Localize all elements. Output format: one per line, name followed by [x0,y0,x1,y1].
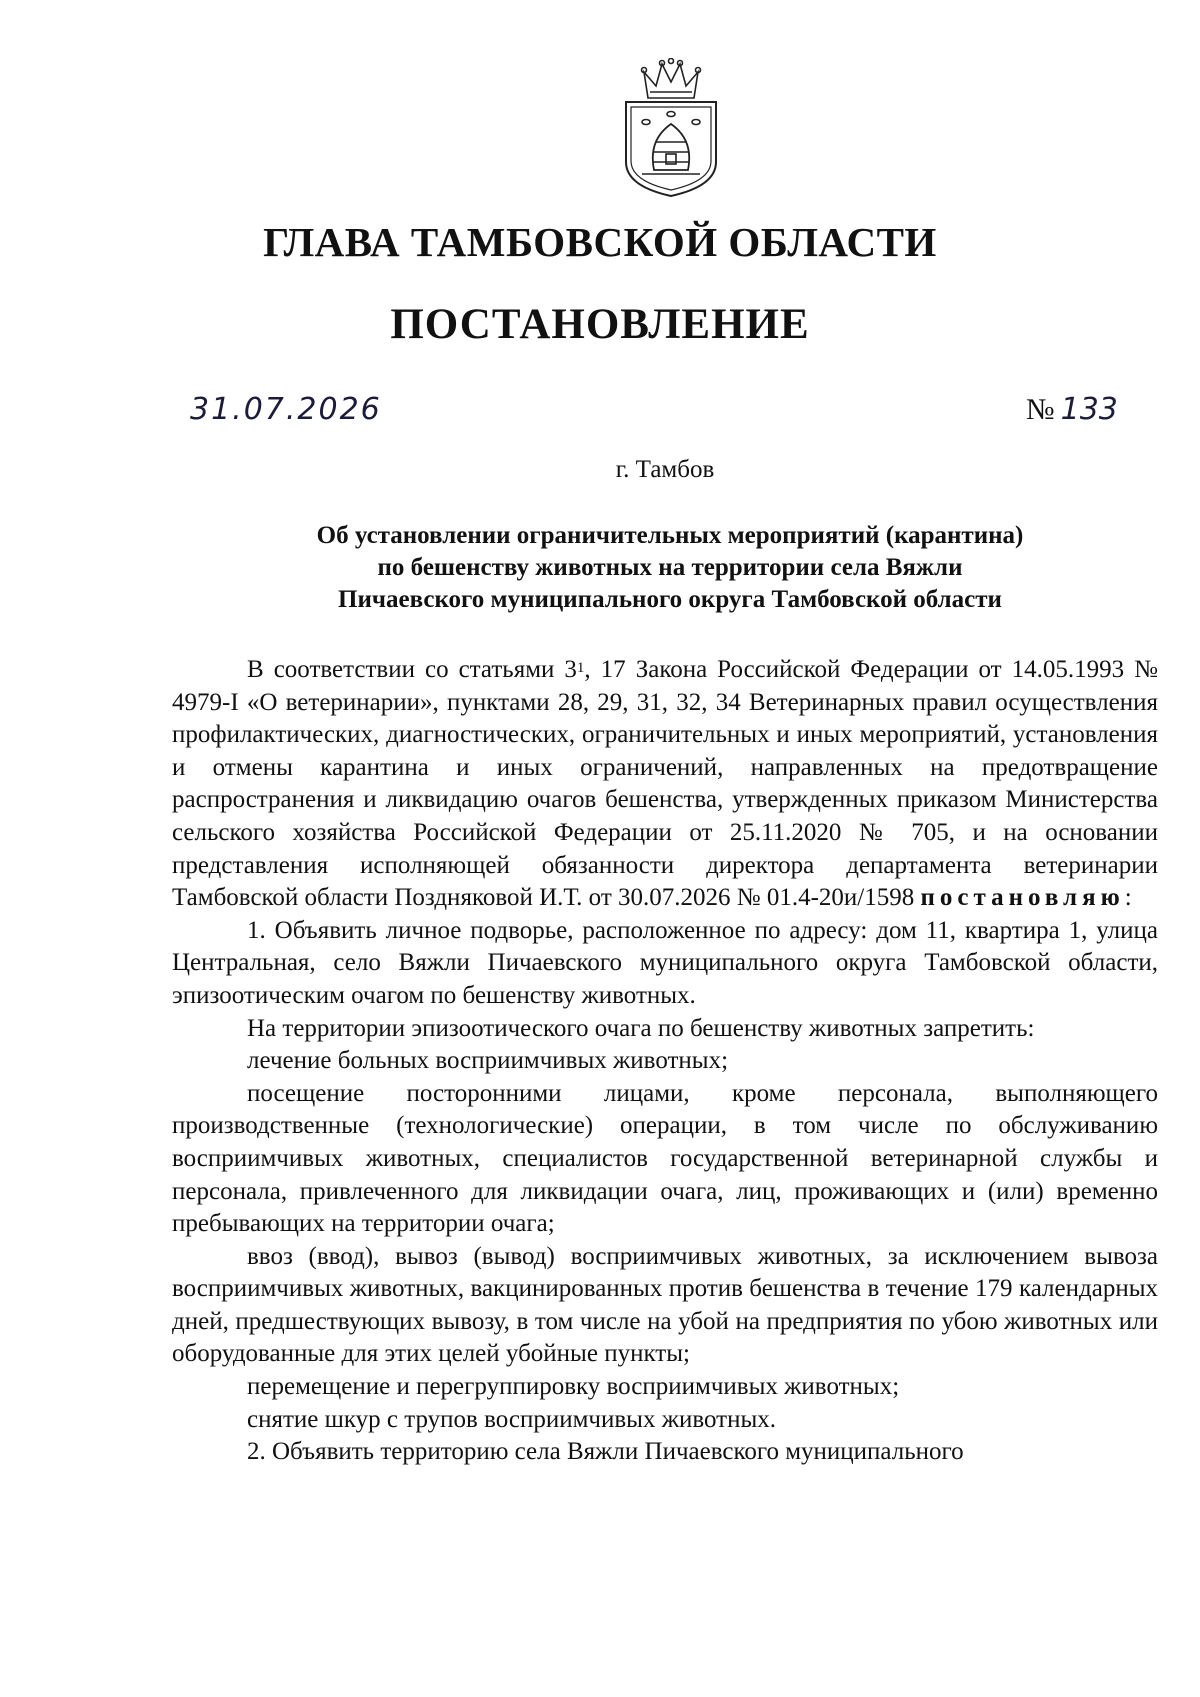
decree-colon: : [1124,884,1132,912]
document-type-heading: ПОСТАНОВЛЕНИЕ [390,301,810,348]
body-paragraph: На территории эпизоотического очага по бешенству животных запретить: [247,1014,1035,1042]
document-title [172,520,1168,616]
body-paragraph: посещение посторонними лицами, кроме персонала, выполняющего производственные (технологические) операции, в том числе по обслуживанию восприимчивых животных, специалистов государственной ветеринарной службы и персонала, привлеченного для ликвидации очага, лиц, проживающих и (или) временно пребывающих на территории очага; [172,1079,1158,1238]
body-paragraph: 2. Объявить территорию села Вяжли Пичаевского муниципального [247,1438,964,1466]
body-paragraph: ввоз (ввод), вывоз (вывод) восприимчивых животных, за исключением вывоза восприимчивых животных, вакцинированных против бешенства в течение 179 календарных дней, предшествующих вывозу, в том числе на убой на предприятия по убою животных или оборудованные для этих целей убойные пункты; [172,1242,1158,1368]
title-line: Пичаевского муниципального округа Тамбовской области [338,586,1002,613]
body-paragraph: 1. Объявить личное подворье, расположенное по адресу: дом 11, квартира 1, улица Центральная, село Вяжли Пичаевского муниципального округа Тамбовской области, эпизоотическим очагом по бешенству животных. [172,916,1158,1009]
number-label: № [1026,393,1055,426]
coat-of-arms-emblem [618,58,724,198]
city-line: г. Тамбов [615,456,715,483]
preamble-paragraph [172,654,1158,915]
article-superscript: 1 [576,660,585,676]
body-paragraph: лечение больных восприимчивых животных; [247,1047,729,1075]
decree-word: постановляю [920,884,1125,912]
preamble-text-start: В соответствии со статьями 3 [247,656,577,683]
preamble-text: , 17 Закона Российской Федерации от 14.05.1993 № 4979-I «О ветеринарии», пунктами 28, 29, 31, 32, 34 Ветеринарных правил осуществления профилактических, диагностических, ограничительных и иных мероприятий, установления и отмены карантина и иных ограничений, направленных на предотвращение распространения и ликвидацию очагов бешенства, утвержденных приказом Министерства сельского хозяйства Российской Федерации от 25.11.2020 № 705, и на основании представления исполняющей обязанности директора департамента ветеринарии Тамбовской области Поздняковой И.Т. от 30.07.2026 № 01.4-20и/1598 [172,656,1158,912]
title-line: Об установлении ограничительных мероприятий (карантина) [316,522,1024,549]
authority-heading: ГЛАВА ТАМБОВСКОЙ ОБЛАСТИ [263,219,937,265]
handwritten-date: 31.07.2026 [190,392,382,427]
handwritten-number: 133 [1060,392,1118,427]
document-number [1026,392,1118,427]
document-body [172,654,1158,1469]
body-paragraph: снятие шкур с трупов восприимчивых животных. [247,1405,777,1433]
body-paragraph: перемещение и перегруппировку восприимчивых животных; [247,1373,900,1401]
title-line: по бешенству животных на территории села Вяжли [377,554,963,581]
